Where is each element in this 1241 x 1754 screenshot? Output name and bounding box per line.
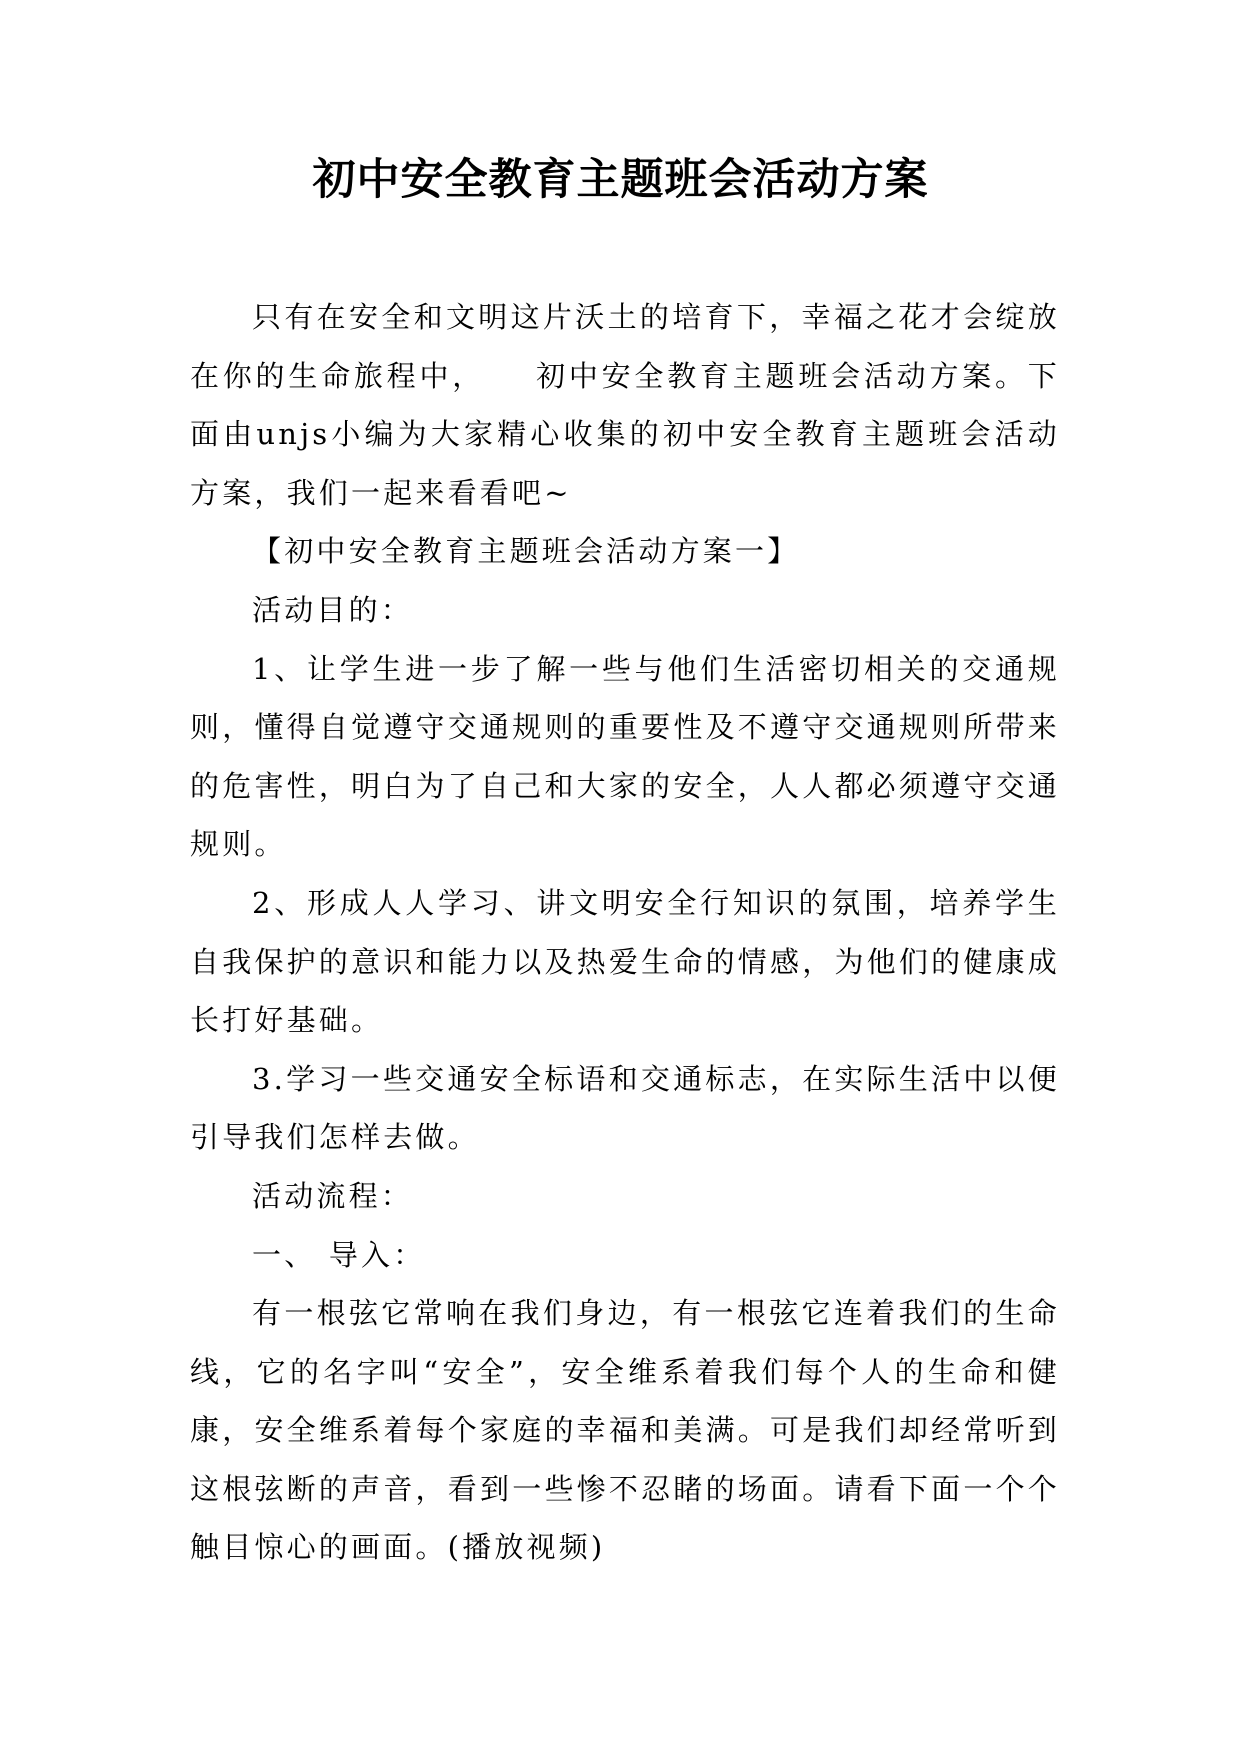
process-heading: 活动流程：	[252, 1178, 414, 1213]
step-heading-intro: 一、 导入：	[252, 1237, 426, 1272]
objective-item-3: 3.学习一些交通安全标语和交通标志，在实际生活中以便引导我们怎样去做。	[190, 1061, 1060, 1155]
document-body	[190, 288, 1060, 1577]
section-heading: 【初中安全教育主题班会活动方案一】	[252, 534, 800, 569]
intro-paragraph: 只有在安全和文明这片沃土的培育下，幸福之花才会绽放在你的生命旅程中， 初中安全教育主题班会活动方案。下面由unjs小编为大家精心收集的初中安全教育主题班会活动方案，我们一起来看看吧~	[190, 300, 1060, 510]
objective-item-1: 1、让学生进一步了解一些与他们生活密切相关的交通规则，懂得自觉遵守交通规则的重要性及不遵守交通规则所带来的危害性，明白为了自己和大家的安全，人人都必须遵守交通规则。	[190, 651, 1060, 862]
document-title: 初中安全教育主题班会活动方案	[312, 155, 929, 205]
objectives-heading: 活动目的：	[252, 592, 414, 627]
objective-item-2: 2、形成人人学习、讲文明安全行知识的氛围，培养学生自我保护的意识和能力以及热爱生命的情感，为他们的健康成长打好基础。	[190, 885, 1060, 1038]
intro-step-paragraph: 有一根弦它常响在我们身边，有一根弦它连着我们的生命线，它的名字叫“安全”，安全维系着我们每个人的生命和健康，安全维系着每个家庭的幸福和美满。可是我们却经常听到这根弦断的声音，看到一些惨不忍睹的场面。请看下面一个个触目惊心的画面。(播放视频)	[190, 1296, 1060, 1565]
